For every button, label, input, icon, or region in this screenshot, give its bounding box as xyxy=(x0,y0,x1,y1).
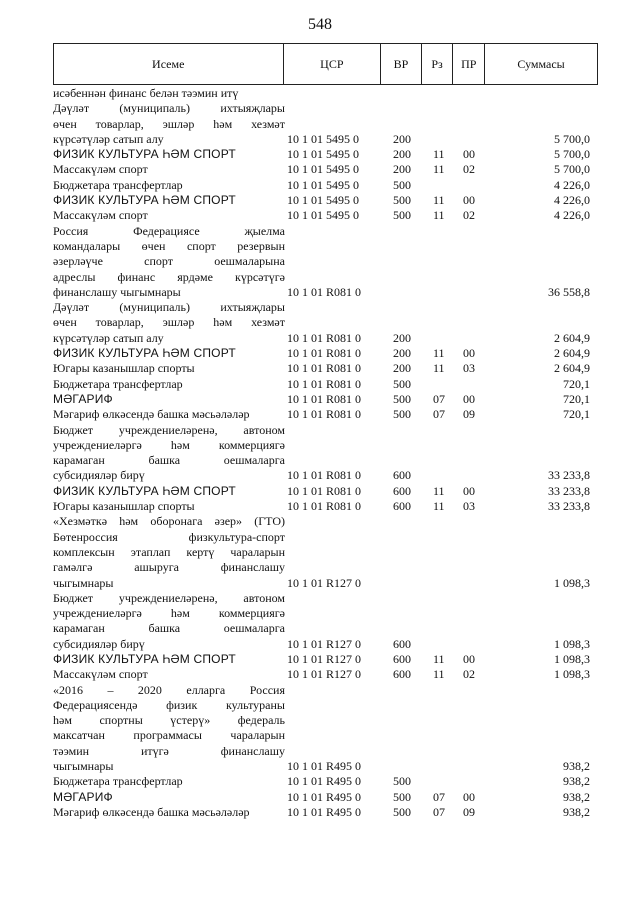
row-name-line: Россия Федерациясе җыелма xyxy=(53,223,285,238)
row-vr: 500 xyxy=(393,376,411,391)
row-csr: 10 1 01 5495 0 xyxy=(287,162,359,177)
row-csr: 10 1 01 R081 0 xyxy=(287,346,362,361)
row-rz: 11 xyxy=(433,193,445,208)
row-vr: 500 xyxy=(393,774,411,789)
row-sum: 5 700,0 xyxy=(554,131,590,146)
row-csr: 10 1 01 R081 0 xyxy=(287,330,362,345)
row-name-line: «2016 – 2020 елларга Россия xyxy=(53,682,285,697)
row-name xyxy=(53,805,285,820)
row-csr: 10 1 01 R495 0 xyxy=(287,759,362,774)
row-name-line: Бөтенроссия физкультура-спорт xyxy=(53,529,285,544)
row-sum: 4 226,0 xyxy=(554,193,590,208)
row-sum: 1 098,3 xyxy=(554,651,590,666)
row-sum: 2 604,9 xyxy=(554,361,590,376)
header-rz: Рз xyxy=(421,44,453,85)
header-vr: ВР xyxy=(381,44,422,85)
row-name xyxy=(53,667,285,682)
row-name-line: ФИЗИК КУЛЬТУРА ҺӘМ СПОРТ xyxy=(53,483,236,498)
table-row xyxy=(53,377,598,392)
row-vr: 500 xyxy=(393,193,411,208)
row-sum: 4 226,0 xyxy=(554,208,590,223)
row-sum: 2 604,9 xyxy=(554,346,590,361)
row-name-line: Бюджетара трансфертлар xyxy=(53,774,183,789)
row-rz: 07 xyxy=(433,789,445,804)
header-pr: ПР xyxy=(453,44,485,85)
row-sum: 720,1 xyxy=(563,407,590,422)
table-row xyxy=(53,774,598,789)
row-vr: 200 xyxy=(393,131,411,146)
row-rz: 07 xyxy=(433,407,445,422)
row-csr: 10 1 01 R081 0 xyxy=(287,407,362,422)
row-sum: 1 098,3 xyxy=(554,636,590,651)
row-name-line: Югары казанышлар спорты xyxy=(53,499,195,514)
row-csr: 10 1 01 R127 0 xyxy=(287,667,362,682)
row-name xyxy=(53,86,285,101)
table-row xyxy=(53,514,598,590)
row-pr: 03 xyxy=(463,361,475,376)
table-header xyxy=(53,43,598,85)
row-pr: 02 xyxy=(463,667,475,682)
row-name xyxy=(53,377,285,392)
row-sum: 5 700,0 xyxy=(554,147,590,162)
row-vr: 500 xyxy=(393,407,411,422)
table-row xyxy=(53,805,598,820)
row-rz: 07 xyxy=(433,804,445,819)
row-name-line: Федерациясендә физик культураны xyxy=(53,697,285,712)
row-sum: 938,2 xyxy=(563,804,590,819)
table-row xyxy=(53,224,598,300)
row-pr: 00 xyxy=(463,483,475,498)
row-name-line: учреждениеләргә һәм коммерциягә xyxy=(53,606,285,621)
table-row xyxy=(53,193,598,208)
row-vr: 500 xyxy=(393,177,411,192)
row-name xyxy=(53,683,285,775)
row-sum: 720,1 xyxy=(563,376,590,391)
row-name-line: «Хезмәткә һәм оборонага әзер» (ГТО) xyxy=(53,514,285,529)
row-name-line: Бюджетара трансфертлар xyxy=(53,177,183,192)
row-vr: 600 xyxy=(393,636,411,651)
row-name-line: өчен товарлар, эшләр һәм хезмәт xyxy=(53,315,285,330)
header-sum: Суммасы xyxy=(485,44,598,85)
row-name-line: субсидияләр бирү xyxy=(53,468,145,483)
row-csr: 10 1 01 R081 0 xyxy=(287,284,362,299)
row-rz: 11 xyxy=(433,499,445,514)
row-name-line: күрсәтүләр сатып алу xyxy=(53,330,164,345)
row-name xyxy=(53,208,285,223)
row-name-line: әзерләүче спорт оешмаларына xyxy=(53,254,285,269)
row-name-line: чыгымнары xyxy=(53,759,114,774)
row-name xyxy=(53,101,285,147)
row-name xyxy=(53,423,285,484)
row-name xyxy=(53,652,285,667)
table-body xyxy=(53,86,598,820)
table-row xyxy=(53,591,598,652)
table-row xyxy=(53,162,598,177)
row-csr: 10 1 01 R127 0 xyxy=(287,575,362,590)
row-rz: 11 xyxy=(433,346,445,361)
row-name-line: финанслашу чыгымнары xyxy=(53,284,181,299)
row-sum: 33 233,8 xyxy=(548,499,590,514)
row-name-line: карамаган башка оешмаларга xyxy=(53,621,285,636)
table-row xyxy=(53,147,598,162)
row-sum: 938,2 xyxy=(563,774,590,789)
row-vr: 600 xyxy=(393,651,411,666)
row-name-line: исәбеннән финанс белән тәэмин итү xyxy=(53,86,239,100)
row-csr: 10 1 01 R495 0 xyxy=(287,789,362,804)
row-vr: 600 xyxy=(393,468,411,483)
row-name xyxy=(53,361,285,376)
row-name-line: командалары өчен спорт резервын xyxy=(53,238,285,253)
row-sum: 938,2 xyxy=(563,789,590,804)
row-name-line: Мәгариф өлкәсендә башка мәсьәләләр xyxy=(53,407,250,422)
row-name-line: тәэмин итүгә финанслашу xyxy=(53,743,285,758)
row-csr: 10 1 01 R495 0 xyxy=(287,804,362,819)
row-name-line: максатчан программасы чараларын xyxy=(53,728,285,743)
table-row xyxy=(53,683,598,775)
table-row xyxy=(53,86,598,101)
row-pr: 02 xyxy=(463,208,475,223)
row-name-line: ФИЗИК КУЛЬТУРА ҺӘМ СПОРТ xyxy=(53,147,236,162)
row-name xyxy=(53,300,285,346)
table-row xyxy=(53,423,598,484)
row-sum: 36 558,8 xyxy=(548,284,590,299)
row-rz: 11 xyxy=(433,483,445,498)
row-csr: 10 1 01 5495 0 xyxy=(287,147,359,162)
page-number: 548 xyxy=(308,16,332,33)
row-rz: 07 xyxy=(433,391,445,406)
row-name-line: Югары казанышлар спорты xyxy=(53,361,195,376)
row-sum: 938,2 xyxy=(563,759,590,774)
row-sum: 5 700,0 xyxy=(554,162,590,177)
row-name-line: Бюджет учреждениеләренә, автоном xyxy=(53,422,285,437)
row-name xyxy=(53,790,285,805)
row-name-line: гамәлгә ашыруга финанслашу xyxy=(53,560,285,575)
row-name-line: Бюджетара трансфертлар xyxy=(53,376,183,391)
row-csr: 10 1 01 R081 0 xyxy=(287,499,362,514)
row-name xyxy=(53,224,285,300)
row-csr: 10 1 01 5495 0 xyxy=(287,131,359,146)
row-name-line: Мәгариф өлкәсендә башка мәсьәләләр xyxy=(53,804,250,819)
row-pr: 02 xyxy=(463,162,475,177)
row-name xyxy=(53,346,285,361)
row-name xyxy=(53,407,285,422)
table-row xyxy=(53,208,598,223)
row-vr: 200 xyxy=(393,162,411,177)
row-name-line: Массакүләм спорт xyxy=(53,162,148,177)
row-name-line: МӘГАРИФ xyxy=(53,789,113,804)
row-csr: 10 1 01 R081 0 xyxy=(287,361,362,376)
row-csr: 10 1 01 5495 0 xyxy=(287,177,359,192)
row-name xyxy=(53,591,285,652)
row-sum: 2 604,9 xyxy=(554,330,590,345)
row-pr: 09 xyxy=(463,407,475,422)
row-rz: 11 xyxy=(433,651,445,666)
row-vr: 600 xyxy=(393,667,411,682)
row-name xyxy=(53,774,285,789)
row-pr: 00 xyxy=(463,346,475,361)
row-vr: 500 xyxy=(393,789,411,804)
row-csr: 10 1 01 R127 0 xyxy=(287,651,362,666)
row-rz: 11 xyxy=(433,667,445,682)
row-name xyxy=(53,178,285,193)
row-name-line: субсидияләр бирү xyxy=(53,636,145,651)
row-pr: 00 xyxy=(463,193,475,208)
table-row xyxy=(53,790,598,805)
row-vr: 500 xyxy=(393,208,411,223)
row-csr: 10 1 01 5495 0 xyxy=(287,208,359,223)
row-name-line: ФИЗИК КУЛЬТУРА ҺӘМ СПОРТ xyxy=(53,346,236,361)
row-name xyxy=(53,499,285,514)
table-row xyxy=(53,484,598,499)
row-pr: 00 xyxy=(463,391,475,406)
row-name-line: адреслы финанс ярдәме күрсәтүгә xyxy=(53,269,285,284)
row-csr: 10 1 01 R081 0 xyxy=(287,391,362,406)
row-sum: 33 233,8 xyxy=(548,483,590,498)
table-row xyxy=(53,499,598,514)
row-sum: 1 098,3 xyxy=(554,575,590,590)
row-name-line: комплексын этаплап кертү чараларын xyxy=(53,544,285,559)
row-name-line: Дәүләт (муниципаль) ихтыяҗлары xyxy=(53,101,285,116)
row-pr: 09 xyxy=(463,804,475,819)
row-csr: 10 1 01 R495 0 xyxy=(287,774,362,789)
row-sum: 1 098,3 xyxy=(554,667,590,682)
row-pr: 00 xyxy=(463,789,475,804)
row-vr: 200 xyxy=(393,346,411,361)
row-csr: 10 1 01 R081 0 xyxy=(287,468,362,483)
row-vr: 200 xyxy=(393,361,411,376)
row-name-line: чыгымнары xyxy=(53,575,114,590)
row-csr: 10 1 01 R081 0 xyxy=(287,483,362,498)
row-rz: 11 xyxy=(433,208,445,223)
row-name-line: күрсәтүләр сатып алу xyxy=(53,131,164,146)
row-name-line: МӘГАРИФ xyxy=(53,391,113,406)
row-rz: 11 xyxy=(433,162,445,177)
row-vr: 500 xyxy=(393,804,411,819)
row-pr: 03 xyxy=(463,499,475,514)
table-row xyxy=(53,346,598,361)
row-name xyxy=(53,193,285,208)
header-csr: ЦСР xyxy=(283,44,381,85)
row-name xyxy=(53,514,285,590)
row-vr: 600 xyxy=(393,483,411,498)
header-name: Исеме xyxy=(54,44,284,85)
row-pr: 00 xyxy=(463,147,475,162)
row-sum: 33 233,8 xyxy=(548,468,590,483)
table-row xyxy=(53,652,598,667)
row-name-line: учреждениеләргә һәм коммерциягә xyxy=(53,437,285,452)
table-row xyxy=(53,300,598,346)
row-pr: 00 xyxy=(463,651,475,666)
row-csr: 10 1 01 R127 0 xyxy=(287,636,362,651)
row-sum: 4 226,0 xyxy=(554,177,590,192)
row-name xyxy=(53,162,285,177)
row-rz: 11 xyxy=(433,361,445,376)
table-row xyxy=(53,407,598,422)
row-vr: 200 xyxy=(393,330,411,345)
row-sum: 720,1 xyxy=(563,391,590,406)
row-vr: 600 xyxy=(393,499,411,514)
row-name xyxy=(53,484,285,499)
row-csr: 10 1 01 5495 0 xyxy=(287,193,359,208)
row-name-line: ФИЗИК КУЛЬТУРА ҺӘМ СПОРТ xyxy=(53,651,236,666)
table-row xyxy=(53,178,598,193)
row-name-line: карамаган башка оешмаларга xyxy=(53,453,285,468)
row-name-line: Дәүләт (муниципаль) ихтыяҗлары xyxy=(53,300,285,315)
row-name-line: ФИЗИК КУЛЬТУРА ҺӘМ СПОРТ xyxy=(53,193,236,208)
row-csr: 10 1 01 R081 0 xyxy=(287,376,362,391)
row-name-line: өчен товарлар, эшләр һәм хезмәт xyxy=(53,116,285,131)
table-row xyxy=(53,101,598,147)
row-name-line: Массакүләм спорт xyxy=(53,667,148,682)
row-vr: 500 xyxy=(393,391,411,406)
table-row xyxy=(53,361,598,376)
row-name xyxy=(53,392,285,407)
row-name-line: һәм спортны үстерү» федераль xyxy=(53,713,285,728)
table-row xyxy=(53,667,598,682)
row-name-line: Массакүләм спорт xyxy=(53,208,148,223)
row-name-line: Бюджет учреждениеләренә, автоном xyxy=(53,590,285,605)
table-row xyxy=(53,392,598,407)
row-name xyxy=(53,147,285,162)
row-vr: 200 xyxy=(393,147,411,162)
row-rz: 11 xyxy=(433,147,445,162)
